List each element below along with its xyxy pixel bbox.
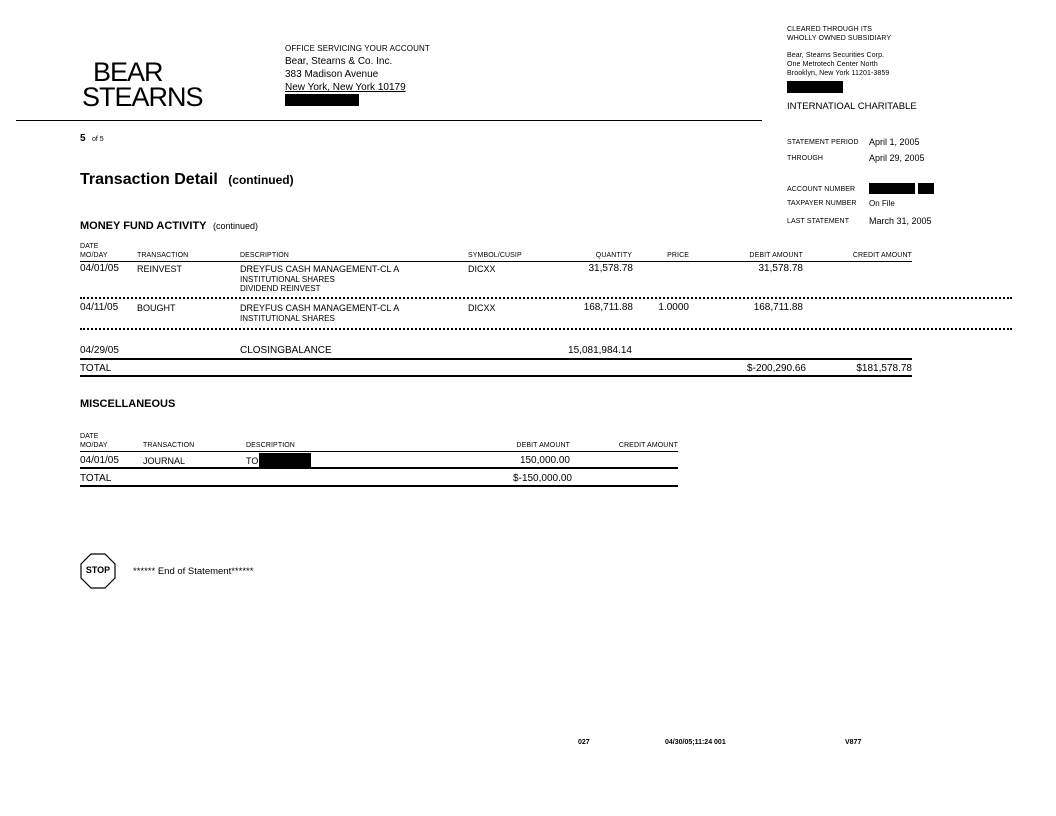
- misc-total-debit: $-150,000.00: [513, 473, 572, 484]
- row-divider: [80, 297, 1012, 299]
- total-credit: $181,578.78: [856, 363, 912, 374]
- misc-heading: MISCELLANEOUS: [80, 398, 176, 410]
- stop-sign-icon: [80, 553, 116, 589]
- redacted-block: [787, 81, 843, 93]
- through-value: April 29, 2005: [869, 153, 925, 163]
- total-debit: $-200,290.66: [747, 363, 806, 374]
- row-quantity: 31,578.78: [588, 263, 633, 274]
- col-symbol: SYMBOL/CUSIP: [468, 252, 522, 259]
- misc-header-underline: [80, 451, 678, 452]
- row-debit: 31,578.78: [758, 263, 803, 274]
- closing-quantity: 15,081,984.14: [568, 345, 632, 356]
- last-statement-label: LAST STATEMENT: [787, 218, 850, 225]
- col-description: DESCRIPTION: [240, 252, 289, 259]
- total-top-rule: [80, 358, 912, 360]
- col-transaction: TRANSACTION: [137, 252, 189, 259]
- page-title: [80, 171, 294, 189]
- misc-row-date: 04/01/05: [80, 455, 119, 466]
- col-price: PRICE: [667, 252, 689, 259]
- stop-label: STOP: [85, 565, 111, 575]
- misc-row-description: TO: [246, 456, 259, 466]
- clearing-line-4: One Metrotech Center North: [787, 61, 878, 68]
- redacted-block: [285, 94, 359, 106]
- col-debit: DEBIT AMOUNT: [749, 252, 803, 259]
- office-line-1: Bear, Stearns & Co. Inc.: [285, 56, 393, 67]
- redacted-block: [918, 183, 934, 194]
- clearing-line-1: CLEARED THROUGH ITS: [787, 26, 873, 33]
- col-date-top: DATE: [80, 243, 99, 250]
- header-underline: [80, 261, 912, 262]
- bear-stearns-logo: [82, 57, 203, 112]
- row-divider: [80, 328, 1012, 330]
- last-statement-value: March 31, 2005: [869, 216, 932, 226]
- misc-row-transaction: JOURNAL: [143, 456, 186, 466]
- office-heading: OFFICE SERVICING YOUR ACCOUNT: [285, 44, 430, 53]
- total-bottom-rule: [80, 375, 912, 377]
- statement-period-label: STATEMENT PERIOD: [787, 139, 859, 146]
- clearing-line-5: Brooklyn, New York 11201-3859: [787, 70, 890, 77]
- total-label: TOTAL: [80, 363, 112, 374]
- col-quantity: QUANTITY: [595, 252, 632, 259]
- misc-row-debit: 150,000.00: [519, 455, 570, 466]
- col-credit: CREDIT AMOUNT: [852, 252, 912, 259]
- title-sub: (continued): [228, 173, 294, 187]
- end-of-statement: ****** End of Statement******: [133, 566, 254, 577]
- row-transaction: BOUGHT: [137, 303, 176, 313]
- misc-col-date-top: DATE: [80, 433, 99, 440]
- clearing-line-3: Bear, Stearns Securities Corp.: [787, 52, 885, 59]
- footer-code-3: V877: [845, 739, 862, 746]
- col-date: MO/DAY: [80, 252, 108, 259]
- money-fund-subtitle: (continued): [212, 221, 258, 231]
- closing-description: CLOSINGBALANCE: [240, 345, 332, 356]
- misc-col-description: DESCRIPTION: [246, 442, 295, 449]
- misc-col-credit: CREDIT AMOUNT: [618, 442, 678, 449]
- row-symbol: DICXX: [468, 303, 496, 313]
- page-number: 5: [80, 133, 86, 144]
- row-price: 1.0000: [658, 302, 689, 313]
- row-transaction: REINVEST: [137, 264, 183, 274]
- account-number-label: ACCOUNT NUMBER: [787, 186, 856, 193]
- row-symbol: DICXX: [468, 264, 496, 274]
- row-description-2: INSTITUTIONAL SHARES: [240, 314, 335, 323]
- redacted-block: [259, 453, 311, 467]
- row-date: 04/01/05: [80, 263, 119, 274]
- row-date: 04/11/05: [80, 302, 119, 313]
- taxpayer-label: TAXPAYER NUMBER: [787, 200, 857, 207]
- closing-date: 04/29/05: [80, 345, 119, 356]
- page-indicator: [80, 128, 104, 146]
- taxpayer-value: On File: [869, 199, 895, 208]
- office-line-3: New York, New York 10179: [285, 82, 406, 93]
- page-of: of 5: [92, 136, 104, 143]
- header-rule: [16, 120, 762, 121]
- clearing-line-2: WHOLLY OWNED SUBSIDIARY: [787, 35, 892, 42]
- row-quantity: 168,711.88: [583, 302, 633, 313]
- account-name: INTERNATIOAL CHARITABLE: [787, 101, 917, 112]
- through-label: THROUGH: [787, 155, 824, 162]
- misc-col-transaction: TRANSACTION: [143, 442, 195, 449]
- money-fund-heading: [80, 216, 258, 234]
- misc-col-date: MO/DAY: [80, 442, 108, 449]
- office-line-2: 383 Madison Avenue: [285, 69, 379, 80]
- misc-total-top-rule: [80, 467, 678, 469]
- row-description-2: INSTITUTIONAL SHARES: [240, 275, 335, 284]
- footer-code-2: 04/30/05;11:24 001: [665, 739, 726, 746]
- misc-total-label: TOTAL: [80, 473, 112, 484]
- misc-total-bottom-rule: [80, 485, 678, 487]
- title-main: Transaction Detail: [80, 171, 218, 188]
- logo-line-2: STEARNS: [82, 82, 203, 112]
- row-description-3: DIVIDEND REINVEST: [240, 284, 321, 293]
- footer-code-1: 027: [578, 739, 590, 746]
- redacted-block: [869, 183, 915, 194]
- row-debit: 168,711.88: [753, 302, 803, 313]
- logo-line-1: BEAR: [93, 57, 163, 87]
- row-description-1: DREYFUS CASH MANAGEMENT-CL A: [240, 264, 400, 274]
- money-fund-title: MONEY FUND ACTIVITY: [80, 220, 207, 232]
- row-description-1: DREYFUS CASH MANAGEMENT-CL A: [240, 303, 400, 313]
- statement-period-value: April 1, 2005: [869, 137, 920, 147]
- misc-col-debit: DEBIT AMOUNT: [516, 442, 570, 449]
